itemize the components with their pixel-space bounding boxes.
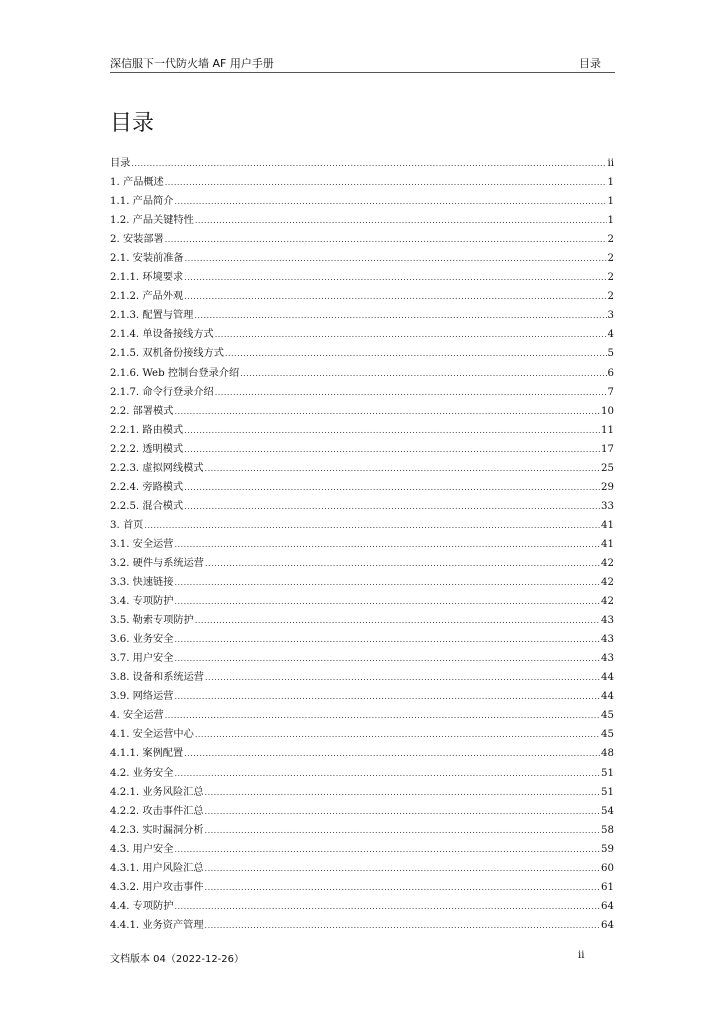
toc-entry-label[interactable]: 1.2. 产品关键特性	[110, 215, 194, 227]
toc-entry[interactable]	[110, 862, 614, 881]
toc-entry-label[interactable]: 2. 安装部署	[110, 234, 164, 246]
toc-entry[interactable]	[110, 176, 614, 195]
toc-entry-page[interactable]: 45	[601, 729, 614, 741]
toc-leader-dots	[215, 328, 607, 342]
toc-entry-page[interactable]: 17	[601, 443, 614, 455]
toc-entry-page[interactable]: 3	[607, 310, 614, 322]
toc-entry-page[interactable]: 2	[607, 291, 614, 303]
toc-entry[interactable]	[110, 747, 614, 766]
toc-entry[interactable]	[110, 652, 614, 671]
toc-entry[interactable]	[110, 881, 614, 900]
document-title: 深信服下一代防火墙 AF 用户手册	[110, 57, 274, 70]
toc-leader-dots	[174, 595, 600, 609]
toc-leader-dots	[205, 786, 601, 800]
toc-entry-page[interactable]: 2	[607, 234, 614, 246]
toc-leader-dots	[194, 309, 606, 323]
toc-entry-page[interactable]: 60	[601, 862, 614, 874]
toc-entry-label[interactable]: 2.2.4. 旁路模式	[110, 481, 184, 493]
toc-entry[interactable]	[110, 309, 614, 328]
toc-entry-page[interactable]: 42	[601, 557, 614, 569]
document-version: 文档版本 04（2022-12-26）	[110, 954, 245, 965]
toc-entry-page[interactable]: 61	[601, 881, 614, 893]
toc-leader-dots	[184, 481, 600, 495]
toc-leader-dots	[185, 252, 607, 266]
toc-entry-page[interactable]: 1	[607, 196, 614, 208]
toc-entry[interactable]	[110, 519, 614, 538]
toc-entry[interactable]	[110, 271, 614, 290]
toc-entry-label[interactable]: 3. 首页	[110, 519, 144, 531]
toc-leader-dots	[174, 767, 600, 781]
toc-leader-dots	[144, 519, 600, 533]
toc-entry[interactable]	[110, 576, 614, 595]
toc-entry[interactable]	[110, 805, 614, 824]
toc-entry-label[interactable]: 2.1.3. 配置与管理	[110, 310, 194, 322]
toc-entry-page[interactable]: 64	[601, 900, 614, 912]
toc-entry-label[interactable]: 4.2.3. 实时漏洞分析	[110, 824, 204, 836]
toc-entry-page[interactable]: 41	[601, 538, 614, 550]
toc-leader-dots	[215, 386, 607, 400]
toc-entry[interactable]	[110, 328, 614, 347]
toc-entry[interactable]	[110, 233, 614, 252]
toc-entry[interactable]	[110, 709, 614, 728]
toc-leader-dots	[205, 805, 601, 819]
toc-entry-label[interactable]: 4.4. 专项防护	[110, 900, 174, 912]
toc-leader-dots	[205, 824, 601, 838]
toc-entry-page[interactable]: 11	[601, 424, 614, 436]
toc-entry-page[interactable]: 43	[601, 634, 614, 646]
toc-entry-label[interactable]: 3.4. 专项防护	[110, 596, 174, 608]
toc-leader-dots	[205, 462, 601, 476]
toc-leader-dots	[174, 843, 600, 857]
toc-entry-page[interactable]: 51	[601, 767, 614, 779]
toc-leader-dots	[174, 652, 600, 666]
toc-entry[interactable]	[110, 367, 614, 386]
toc-leader-dots	[205, 557, 600, 571]
toc-entry[interactable]	[110, 671, 614, 690]
toc-leader-dots	[195, 614, 600, 628]
toc-leader-dots	[205, 862, 601, 876]
toc-entry-page[interactable]: 7	[607, 386, 614, 398]
toc-entry-page[interactable]: 2	[607, 272, 614, 284]
toc-entry-page[interactable]: ii	[607, 158, 614, 169]
toc-entry-page[interactable]: 43	[601, 653, 614, 665]
toc-entry[interactable]	[110, 557, 614, 576]
toc-entry-label[interactable]: 2.1. 安装前准备	[110, 253, 184, 265]
toc-entry[interactable]	[110, 786, 614, 805]
toc-entry-label[interactable]: 3.8. 设备和系统运营	[110, 672, 204, 684]
toc-entry-page[interactable]: 44	[601, 691, 614, 703]
toc-entry[interactable]	[110, 824, 614, 843]
toc-entry-page[interactable]: 5	[607, 348, 614, 360]
footer-page-number: ii	[578, 950, 585, 961]
toc-entry-label[interactable]: 1. 产品概述	[110, 177, 164, 189]
toc-entry-label[interactable]: 4.3.2. 用户攻击事件	[110, 881, 204, 893]
toc-entry-label[interactable]: 2.1.1. 环境要求	[110, 272, 184, 284]
toc-entry[interactable]	[110, 347, 614, 366]
toc-entry-label[interactable]: 1.1. 产品简介	[110, 196, 174, 208]
toc-entry-label[interactable]: 2.1.5. 双机备份接线方式	[110, 348, 224, 360]
toc-leader-dots	[240, 367, 606, 381]
toc-leader-dots	[165, 176, 607, 190]
toc-entry-page[interactable]: 6	[607, 367, 614, 379]
toc-entry-label[interactable]: 4.2. 业务安全	[110, 767, 174, 779]
toc-entry-label[interactable]: 目录	[110, 158, 131, 169]
toc-entry[interactable]	[110, 614, 614, 633]
toc-entry[interactable]	[110, 728, 614, 747]
toc-leader-dots	[205, 881, 601, 895]
toc-entry[interactable]	[110, 500, 614, 519]
toc-entry[interactable]	[110, 633, 614, 652]
toc-entry-label[interactable]: 4.1.1. 案例配置	[110, 748, 184, 760]
toc-entry-label[interactable]: 4.1. 安全运营中心	[110, 729, 194, 741]
toc-entry-label[interactable]: 4.2.1. 业务风险汇总	[110, 786, 204, 798]
toc-leader-dots	[205, 919, 601, 933]
toc-entry-label[interactable]: 3.9. 网络运营	[110, 691, 174, 703]
toc-entry-page[interactable]: 64	[601, 919, 614, 931]
toc-entry-label[interactable]: 2.1.4. 单设备接线方式	[110, 329, 214, 341]
toc-entry-label[interactable]: 3.3. 快速链接	[110, 577, 174, 589]
toc-entry-label[interactable]: 3.1. 安全运营	[110, 538, 174, 550]
toc-entry-label[interactable]: 2.2.2. 透明模式	[110, 443, 184, 455]
toc-leader-dots	[165, 233, 607, 247]
toc-entry-label[interactable]: 4.3. 用户安全	[110, 843, 174, 855]
toc-entry[interactable]	[110, 424, 614, 443]
toc-entry[interactable]	[110, 690, 614, 709]
toc-entry[interactable]	[110, 405, 614, 424]
toc-leader-dots	[184, 290, 606, 304]
toc-leader-dots	[174, 538, 600, 552]
toc-entry-page[interactable]: 59	[601, 843, 614, 855]
toc-entry-page[interactable]: 43	[601, 615, 614, 627]
toc-entry-page[interactable]: 25	[601, 462, 614, 474]
toc-entry-page[interactable]: 44	[601, 672, 614, 684]
toc-entry-label[interactable]: 4.3.1. 用户风险汇总	[110, 862, 204, 874]
toc-heading: 目录	[110, 111, 155, 136]
toc-entry-page[interactable]: 42	[601, 577, 614, 589]
toc-entry-label[interactable]: 3.6. 业务安全	[110, 634, 174, 646]
toc-entry-page[interactable]: 1	[607, 177, 614, 189]
toc-entry-page[interactable]: 58	[601, 824, 614, 836]
toc-leader-dots	[184, 500, 600, 514]
toc-entry-label[interactable]: 2.2.3. 虚拟网线模式	[110, 462, 204, 474]
toc-entry[interactable]	[110, 919, 614, 938]
toc-entry-label[interactable]: 2.2. 部署模式	[110, 405, 174, 417]
toc-entry[interactable]	[110, 595, 614, 614]
toc-leader-dots	[195, 214, 607, 228]
toc-entry-page[interactable]: 45	[601, 710, 614, 722]
toc-entry[interactable]	[110, 481, 614, 500]
toc-entry[interactable]	[110, 195, 614, 214]
toc-entry[interactable]	[110, 252, 614, 271]
toc-entry-label[interactable]: 3.5. 勒索专项防护	[110, 615, 194, 627]
toc-entry-label[interactable]: 3.7. 用户安全	[110, 653, 174, 665]
toc-entry[interactable]	[110, 462, 614, 481]
toc-entry-page[interactable]: 48	[601, 748, 614, 760]
toc-entry-page[interactable]: 29	[601, 481, 614, 493]
toc-entry-page[interactable]: 54	[601, 805, 614, 817]
toc-entry-label[interactable]: 2.1.7. 命令行登录介绍	[110, 386, 214, 398]
table-of-contents	[110, 157, 614, 938]
toc-entry[interactable]	[110, 767, 614, 786]
toc-entry-page[interactable]: 4	[607, 329, 614, 341]
page-header	[110, 54, 615, 73]
toc-entry[interactable]	[110, 443, 614, 462]
toc-leader-dots	[174, 576, 600, 590]
header-section-name: 目录	[579, 57, 601, 70]
toc-leader-dots	[205, 671, 600, 685]
toc-entry-page[interactable]: 10	[601, 405, 614, 417]
toc-leader-dots	[174, 405, 600, 419]
toc-entry-label[interactable]: 2.2.5. 混合模式	[110, 500, 184, 512]
toc-leader-dots	[184, 271, 606, 285]
toc-entry-label[interactable]: 2.1.2. 产品外观	[110, 291, 184, 303]
toc-entry[interactable]	[110, 538, 614, 557]
toc-leader-dots	[174, 195, 606, 209]
toc-leader-dots	[131, 157, 606, 171]
toc-entry-label[interactable]: 2.2.1. 路由模式	[110, 424, 184, 436]
toc-leader-dots	[184, 424, 600, 438]
toc-leader-dots	[184, 443, 600, 457]
toc-leader-dots	[195, 728, 600, 742]
toc-entry-page[interactable]: 51	[601, 786, 614, 798]
toc-entry-page[interactable]: 1	[607, 215, 614, 227]
toc-leader-dots	[174, 633, 600, 647]
toc-entry[interactable]	[110, 900, 614, 919]
toc-entry[interactable]	[110, 214, 614, 233]
toc-entry-label[interactable]: 2.1.6. Web 控制台登录介绍	[110, 367, 240, 379]
toc-entry-label[interactable]: 4. 安全运营	[110, 710, 164, 722]
toc-entry-label[interactable]: 4.2.2. 攻击事件汇总	[110, 805, 204, 817]
toc-entry-label[interactable]: 3.2. 硬件与系统运营	[110, 557, 204, 569]
toc-leader-dots	[174, 900, 600, 914]
toc-entry[interactable]	[110, 290, 614, 309]
toc-leader-dots	[225, 347, 607, 361]
toc-leader-dots	[165, 709, 600, 723]
toc-entry-page[interactable]: 33	[601, 500, 614, 512]
toc-entry[interactable]	[110, 386, 614, 405]
toc-entry-page[interactable]: 41	[601, 519, 614, 531]
toc-entry-label[interactable]: 4.4.1. 业务资产管理	[110, 919, 204, 931]
toc-entry[interactable]	[110, 843, 614, 862]
toc-entry-page[interactable]: 2	[607, 253, 614, 265]
toc-entry[interactable]	[110, 157, 614, 176]
toc-leader-dots	[174, 690, 600, 704]
toc-leader-dots	[184, 747, 600, 761]
toc-entry-page[interactable]: 42	[601, 596, 614, 608]
